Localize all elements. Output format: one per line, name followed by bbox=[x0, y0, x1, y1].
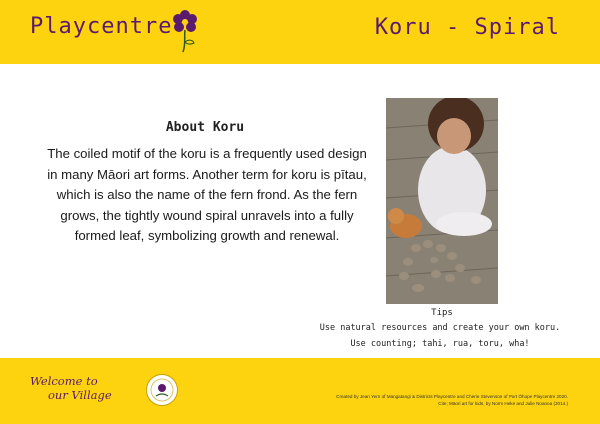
welcome-line-2: our Village bbox=[48, 388, 112, 402]
playcentre-badge-icon bbox=[146, 374, 178, 406]
tips-heading: Tips bbox=[431, 308, 453, 318]
about-heading: About Koru bbox=[165, 120, 245, 135]
credits-text bbox=[248, 393, 568, 407]
welcome-logo bbox=[30, 374, 150, 402]
page-title: Koru - Spiral bbox=[374, 15, 560, 40]
credit-line-2: Cite; Māori art for kids, by Norm Heke and Julie Noanoa (2014.) bbox=[438, 401, 568, 406]
flower-icon bbox=[172, 10, 198, 54]
brand-logo-text: Playcentre bbox=[30, 14, 173, 39]
tips-line-counting: Use counting; tahi, rua, toru, wha! bbox=[350, 339, 530, 349]
koru-activity-photo bbox=[386, 98, 498, 304]
about-body-text: The coiled motif of the koru is a frequently used design in many Māori art forms. Another term for koru is pītau, which is also the name of the fern frond. As the fern grows, the tightly wound spiral unravels into a fully formed leaf, symbolizing growth and renewal. bbox=[47, 146, 367, 243]
tips-line-natural-resources: Use natural resources and create your own koru. bbox=[319, 323, 561, 333]
credit-line-1: Created by Jean Yern of Mangatangi & Districts Playcentre and Cherie Stevenson of Port Ōhope Playcentre 2020. bbox=[336, 394, 568, 399]
welcome-line-1: Welcome to bbox=[30, 374, 98, 388]
